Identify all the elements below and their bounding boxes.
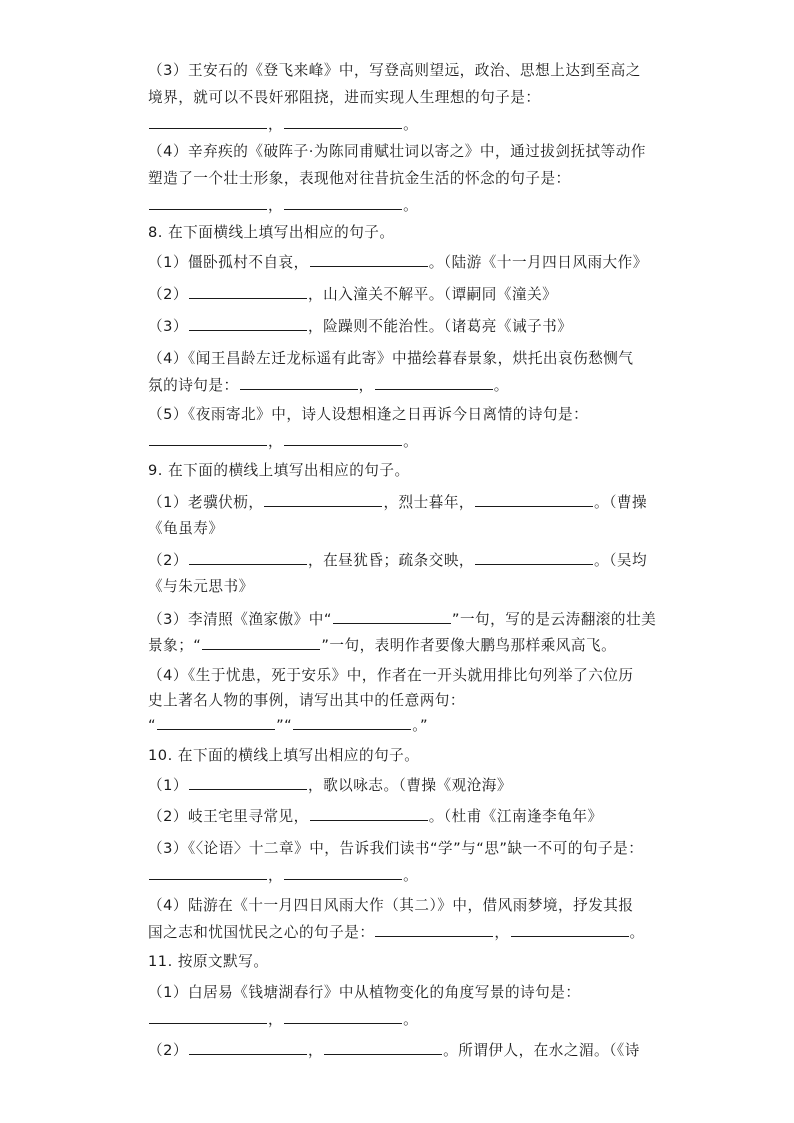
answer-blank[interactable] xyxy=(284,431,402,446)
text-line xyxy=(148,982,678,1004)
text-line xyxy=(148,865,678,887)
text-segment: （2） xyxy=(148,286,188,303)
text-line xyxy=(148,222,678,244)
answer-blank[interactable] xyxy=(375,922,493,937)
text-segment: 。” xyxy=(412,717,429,734)
text-segment: （1）白居易《钱塘湖春行》中从植物变化的角度写景的诗句是： xyxy=(148,984,581,1001)
text-segment: （2） xyxy=(148,552,188,569)
text-segment: 。 xyxy=(493,377,509,394)
text-line xyxy=(148,635,678,657)
text-segment: 。 xyxy=(403,197,419,214)
answer-blank[interactable] xyxy=(189,550,307,565)
text-line xyxy=(148,775,678,797)
answer-blank[interactable] xyxy=(149,195,267,210)
text-segment: 。（曹操 xyxy=(594,494,648,511)
text-line xyxy=(148,665,678,687)
answer-blank[interactable] xyxy=(293,715,411,730)
text-line xyxy=(148,1040,678,1062)
text-segment: 。 xyxy=(629,924,645,941)
text-segment: ， xyxy=(268,433,284,450)
text-line xyxy=(148,1009,678,1031)
answer-blank[interactable] xyxy=(284,195,402,210)
text-line xyxy=(148,492,678,514)
text-line xyxy=(148,431,678,453)
text-segment: 10. 在下面的横线上填写出相应的句子。 xyxy=(148,747,420,764)
text-segment: （3）王安石的《登飞来峰》中，写登高则望远，政治、思想上达到至高之 xyxy=(148,62,641,79)
text-segment: （4）《闻王昌龄左迁龙标遥有此寄》中描绘暮春景象，烘托出哀伤愁恻气 xyxy=(148,350,634,367)
text-segment: ，烈士暮年， xyxy=(383,494,475,511)
text-segment: （3）李清照《渔家傲》中“ xyxy=(148,611,332,628)
text-line xyxy=(148,895,678,917)
answer-blank[interactable] xyxy=(149,114,267,129)
text-segment: 景象；“ xyxy=(148,637,202,654)
answer-blank[interactable] xyxy=(149,431,267,446)
answer-blank[interactable] xyxy=(310,252,428,267)
text-line xyxy=(148,550,678,572)
answer-blank[interactable] xyxy=(375,375,493,390)
text-segment: 塑造了一个壮士形象，表现他对往昔抗金生活的怀念的句子是： xyxy=(148,170,571,187)
answer-blank[interactable] xyxy=(189,316,307,331)
text-segment: ， xyxy=(307,1042,324,1059)
answer-blank[interactable] xyxy=(264,492,382,507)
text-line xyxy=(148,404,678,426)
answer-blank[interactable] xyxy=(310,806,428,821)
text-line xyxy=(148,518,678,540)
text-segment: 。所谓伊人，在水之湄。（《诗 xyxy=(443,1042,640,1059)
text-segment: 《龟虽寿》 xyxy=(148,520,224,537)
answer-blank[interactable] xyxy=(189,775,307,790)
text-line xyxy=(148,690,678,712)
text-line xyxy=(148,114,678,136)
answer-blank[interactable] xyxy=(284,1009,402,1024)
answer-blank[interactable] xyxy=(149,865,267,880)
text-segment: ， xyxy=(494,924,510,941)
answer-blank[interactable] xyxy=(202,635,320,650)
text-line xyxy=(148,195,678,217)
text-line xyxy=(148,922,678,944)
text-line xyxy=(148,460,678,482)
text-segment: 。 xyxy=(403,867,419,884)
text-segment: （1） xyxy=(148,777,188,794)
answer-blank[interactable] xyxy=(475,550,593,565)
text-line xyxy=(148,168,678,190)
text-line xyxy=(148,252,678,274)
text-segment: ， xyxy=(268,867,284,884)
text-segment: （1）老骥伏枥， xyxy=(148,494,264,511)
text-segment: 。（杜甫《江南逢李龟年》 xyxy=(428,808,603,825)
text-segment: 氛的诗句是： xyxy=(148,377,239,394)
answer-blank[interactable] xyxy=(333,609,451,624)
text-segment: ”“ xyxy=(276,717,293,734)
text-line xyxy=(148,284,678,306)
text-segment: （1）僵卧孤村不自哀， xyxy=(148,254,309,271)
text-line xyxy=(148,806,678,828)
text-segment: 。 xyxy=(403,116,419,133)
answer-blank[interactable] xyxy=(189,1040,307,1055)
text-segment: （3） xyxy=(148,318,188,335)
text-segment: ， xyxy=(268,116,284,133)
answer-blank[interactable] xyxy=(475,492,593,507)
text-segment: 11. 按原文默写。 xyxy=(148,953,269,970)
text-segment: 国之志和忧国忧民之心的句子是： xyxy=(148,924,375,941)
text-line xyxy=(148,141,678,163)
text-segment: 史上著名人物的事例，请写出其中的任意两句： xyxy=(148,692,465,709)
text-segment: ，歌以咏志。（曹操《观沧海》 xyxy=(307,777,512,794)
text-segment: ，山入潼关不解平。（谭嗣同《潼关》 xyxy=(307,286,558,303)
text-segment: 。（吴均 xyxy=(594,552,648,569)
answer-blank[interactable] xyxy=(240,375,358,390)
text-line xyxy=(148,375,678,397)
text-segment: 9. 在下面的横线上填写出相应的句子。 xyxy=(148,462,410,479)
text-segment: 《与朱元思书》 xyxy=(148,578,254,595)
text-segment: 境界，就可以不畏奸邪阻挠，进而实现人生理想的句子是： xyxy=(148,89,541,106)
text-segment: ”一句，写的是云涛翻滚的壮美 xyxy=(451,611,657,628)
text-segment: （3）《〈论语〉十二章》中，告诉我们读书“学”与“思”缺一不可的句子是： xyxy=(148,840,644,857)
text-segment: ， xyxy=(268,197,284,214)
text-line xyxy=(148,316,678,338)
text-segment: （4）辛弃疾的《破阵子·为陈同甫赋壮词以寄之》中，通过拔剑抚拭等动作 xyxy=(148,143,646,160)
text-segment: （4）《生于忧患，死于安乐》中，作者在一开头就用排比句列举了六位历 xyxy=(148,667,634,684)
text-line xyxy=(148,838,678,860)
text-line xyxy=(148,609,678,631)
answer-blank[interactable] xyxy=(149,1009,267,1024)
text-segment: （2）岐王宅里寻常见， xyxy=(148,808,309,825)
text-segment: ，在昼犹昏；疏条交映， xyxy=(307,552,475,569)
text-line xyxy=(148,715,678,737)
answer-blank[interactable] xyxy=(511,922,629,937)
text-line xyxy=(148,951,678,973)
text-segment: 。 xyxy=(403,1011,419,1028)
answer-blank[interactable] xyxy=(324,1040,442,1055)
text-segment: “ xyxy=(148,717,157,734)
answer-blank[interactable] xyxy=(189,284,307,299)
text-line xyxy=(148,576,678,598)
text-segment: ，险躁则不能治性。（诸葛亮《诫子书》 xyxy=(307,318,573,335)
text-segment: （4）陆游在《十一月四日风雨大作（其二）》中，借风雨梦境，抒发其报 xyxy=(148,897,634,914)
text-line xyxy=(148,745,678,767)
text-segment: （5）《夜雨寄北》中，诗人设想相逢之日再诉今日离情的诗句是： xyxy=(148,406,589,423)
text-segment: ， xyxy=(268,1011,284,1028)
text-segment: 。 xyxy=(403,433,419,450)
answer-blank[interactable] xyxy=(157,715,275,730)
text-line xyxy=(148,348,678,370)
text-segment: （2） xyxy=(148,1042,188,1059)
text-segment: ”一句，表明作者要像大鹏鸟那样乘风高飞。 xyxy=(321,637,617,654)
text-segment: 8. 在下面横线上填写出相应的句子。 xyxy=(148,224,395,241)
text-line xyxy=(148,87,678,109)
text-line xyxy=(148,60,678,82)
answer-blank[interactable] xyxy=(284,865,402,880)
text-segment: 。（陆游《十一月四日风雨大作》 xyxy=(428,254,648,271)
answer-blank[interactable] xyxy=(284,114,402,129)
text-segment: ， xyxy=(358,377,374,394)
